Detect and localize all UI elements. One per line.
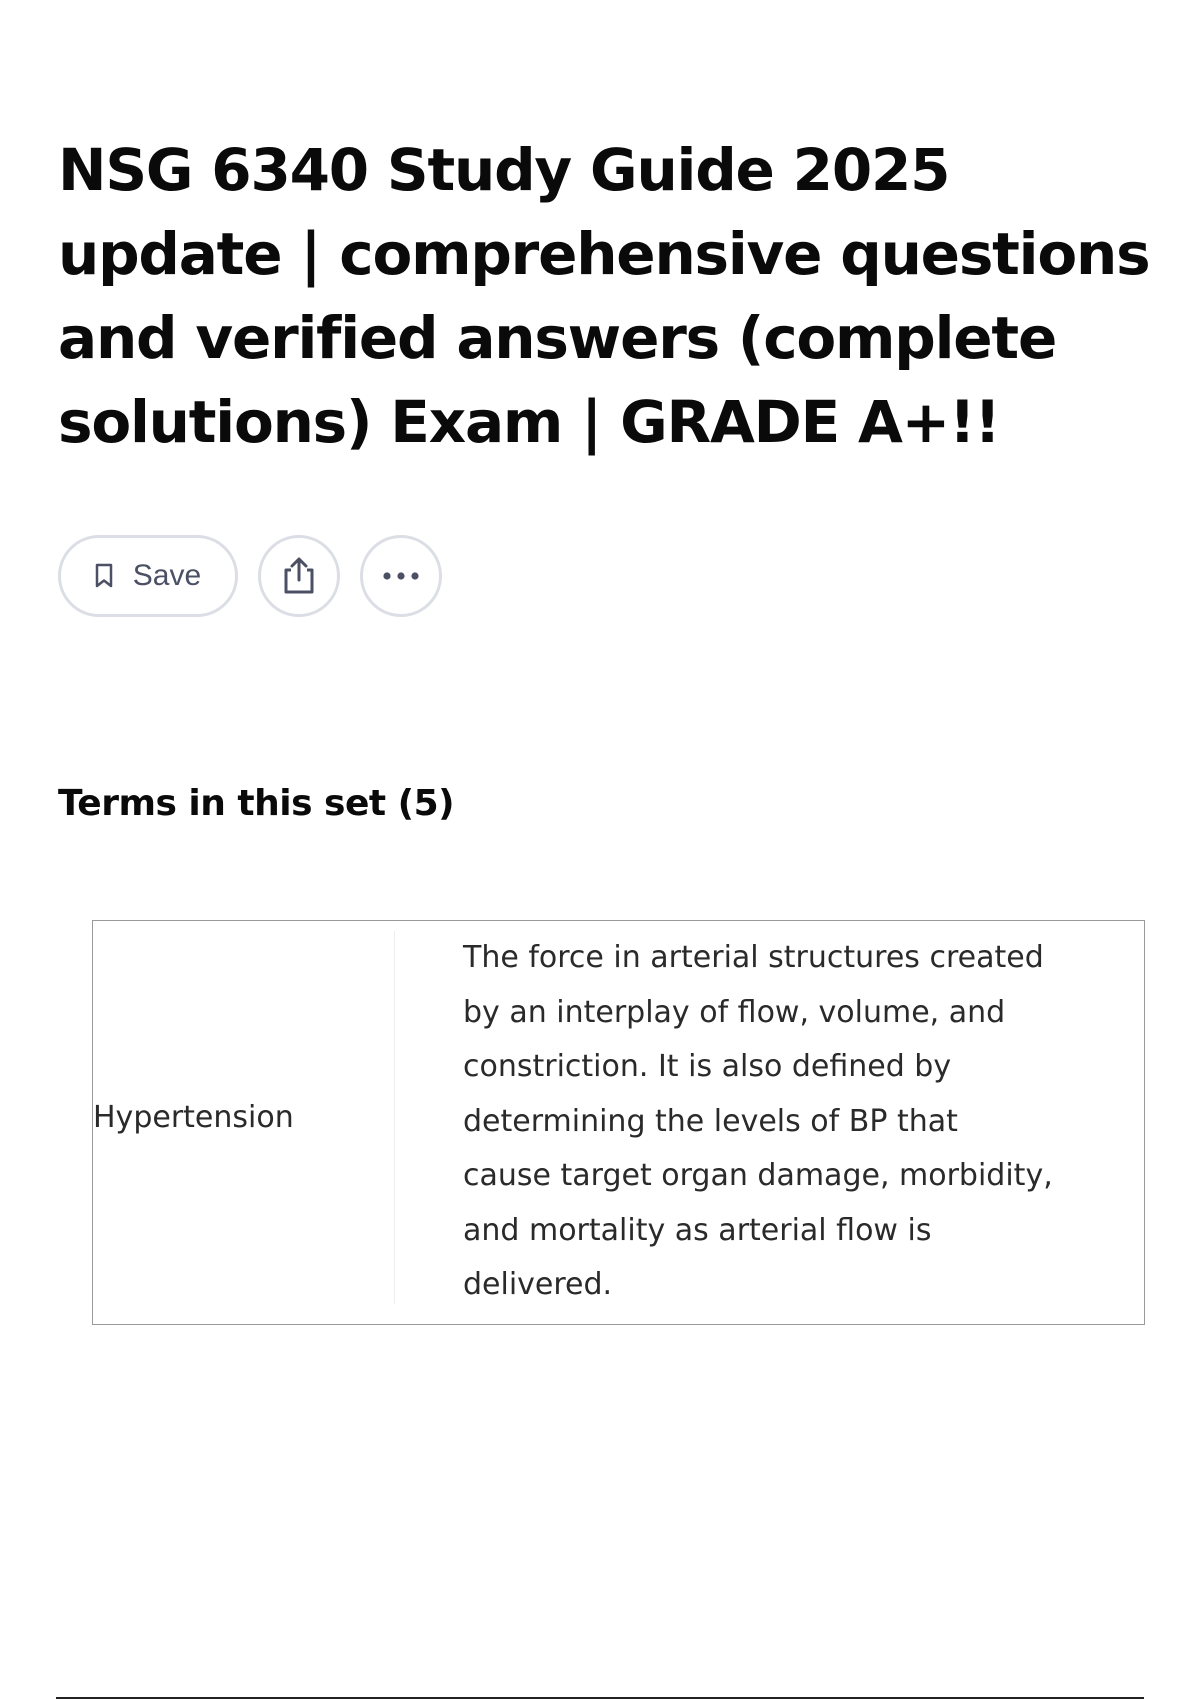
share-icon xyxy=(281,556,317,596)
save-button-label: Save xyxy=(132,559,202,592)
term-card xyxy=(92,920,1145,1325)
definition-text: The force in arterial structures created by an interplay of flow, volume, and constriction. It is also defined by determining the levels of BP that cause target organ damage, morbidity, and mortality as arterial flow is delivered. xyxy=(463,940,1053,1302)
bottom-divider xyxy=(56,1697,1144,1699)
page-title: NSG 6340 Study Guide 2025 update | comprehensive questions and verified answers (complete solutions) Exam | GRADE A+!! xyxy=(58,136,1150,456)
term-text: Hypertension xyxy=(93,931,395,1304)
share-button[interactable] xyxy=(258,535,340,617)
terms-heading: Terms in this set (5) xyxy=(58,783,455,824)
save-button[interactable] xyxy=(58,535,238,617)
bookmark-icon xyxy=(95,563,113,589)
definition-cell xyxy=(395,921,1144,1324)
more-horizontal-icon xyxy=(381,571,421,581)
action-bar xyxy=(58,535,442,617)
more-options-button[interactable] xyxy=(360,535,442,617)
